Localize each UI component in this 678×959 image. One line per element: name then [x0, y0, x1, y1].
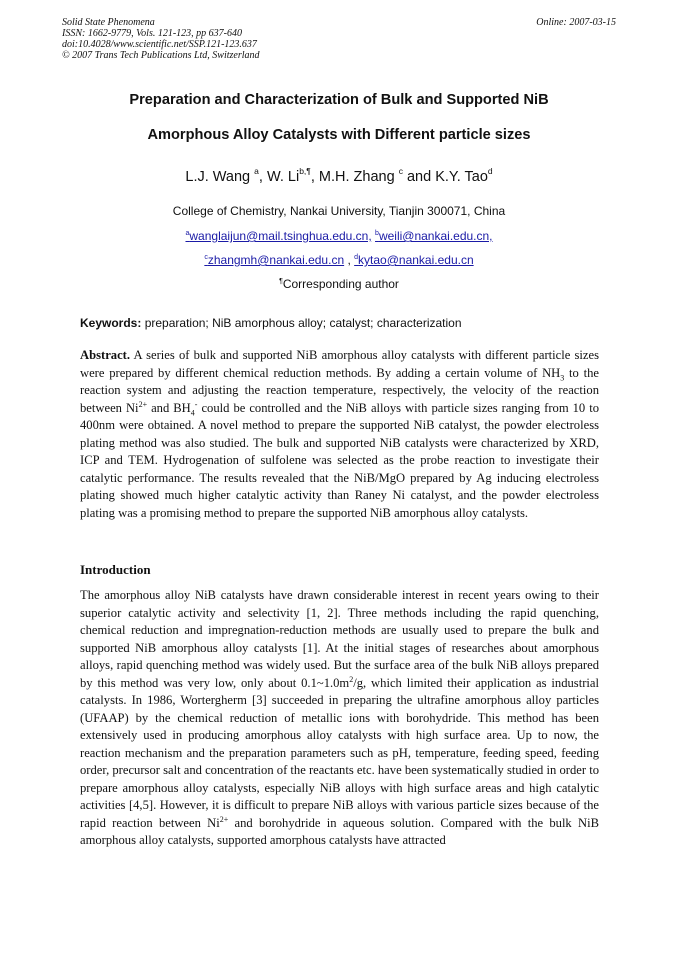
email-link[interactable]: $^d$kytao@nankai.edu.cn: [354, 253, 474, 267]
email-line-2: $^c$zhangmh@nankai.edu.cn , $^d$kytao@nankai.edu.cn: [204, 253, 474, 267]
affiliation: College of Chemistry, Nankai University, Tianjin 300071, China: [172, 204, 506, 218]
email-line-1: [62, 229, 616, 243]
email-link[interactable]: $^a$wanglaijun@mail.tsinghua.edu.cn,: [185, 229, 372, 243]
journal-header: [62, 17, 260, 61]
author-name: M.H. Zhang: [318, 169, 395, 185]
author-affil-mark: d: [487, 166, 493, 176]
author-name: K.Y. Tao: [435, 169, 488, 185]
paper-title-line-1: Preparation and Characterization of Bulk and Supported NiB: [129, 92, 549, 108]
issn-line: ISSN: 1662-9779, Vols. 121-123, pp 637-640: [62, 28, 242, 39]
online-date: Online: 2007-03-15: [536, 17, 616, 28]
author-name: L.J. Wang: [185, 169, 251, 185]
paper-title-line-2: Amorphous Alloy Catalysts with Different particle sizes: [147, 127, 531, 143]
journal-name: Solid State Phenomena: [62, 17, 155, 28]
author-affil-mark: c: [398, 166, 403, 176]
abstract: Abstract. A series of bulk and supported NiB amorphous alloy catalysts with different particle sizes were prepared by different chemical reduction methods. By adding a certain volume of $NH_3$ to the reaction system and adjusting the reaction temperature, respectively, the velocity of the reaction between $Ni^{2+}$ and $BH_4^-$ could be controlled and the NiB alloys with particle sizes ranging from 10 to 400nm were obtained. A novel method to prepare the supported NiB catalyst, the powder electroless plating method was also studied. The bulk and supported NiB catalysts were characterized by XRD, ICP and TEM. Hydrogenation of sulfolene was selected as the probe reaction to investigate their catalytic performance. The results revealed that the NiB/MgO prepared by Ag inducing electroless plating showed much higher catalytic activity than Raney Ni catalyst, and the powder electroless plating was a promising method to prepare the supported NiB amorphous alloy catalysts.: [80, 348, 600, 520]
section-heading-introduction: Introduction: [80, 562, 151, 577]
doi-line: doi:10.4028/www.scientific.net/SSP.121-123.637: [62, 39, 257, 50]
author-affil-mark: a: [254, 166, 259, 176]
abstract-label: Abstract.: [80, 348, 131, 362]
email-link[interactable]: $^c$zhangmh@nankai.edu.cn: [204, 253, 345, 267]
corresponding-author-note: ¶Corresponding author: [279, 277, 399, 291]
author-list: L.J. Wang $^a$, W. $Li^{b,\P}$, M.H. Zhang $^c$ and K.Y. Tao$^d$: [185, 166, 493, 185]
author-name: W. Li: [266, 169, 300, 185]
author-conjunction: and: [406, 169, 432, 185]
email-link[interactable]: $^b$weili@nankai.edu.cn,: [375, 229, 493, 243]
introduction-paragraph: The amorphous alloy NiB catalysts have drawn considerable interest in recent years owing to their superior catalytic activity and selectivity [1, 2]. Three methods including the rapid quenching, chemical reduction and impregnation-reduction methods are usually used to prepare the bulk and supported NiB amorphous alloy catalysts [1]. At the initial stages of researches about amorphous alloys, rapid quenching method was widely used. But the surface area of the bulk NiB alloys prepared by this method was very low, only about $0.1\sim 1.0m^2/g$, which limited their application as industrial catalysts. In 1986, Wortergherm [3] succeeded in preparing the ultrafine amorphous alloy particles (UFAAP) by the chemical reduction of metallic ions with borohydride. This method has been extensively used in producing amorphous alloy catalysts with high surface area. Up to now, the reaction mechanism and the preparation parameters such as pH, temperature, feeding speed, feeding order, precursor salt and concentration of the reactants etc. have been systematically studied in order to prepare amorphous alloy catalysts, especially NiB alloys with high surface areas and high catalytic activities [4,5]. However, it is difficult to prepare NiB alloys with various particle sizes because of the rapid reaction between $Ni^{2+}$ and borohydride in aqueous solution. Compared with the bulk NiB amorphous alloy catalysts, supported amorphous catalysts have attracted: [80, 588, 599, 847]
keywords-label: Keywords:: [80, 316, 142, 330]
keywords-text: preparation; NiB amorphous alloy; catalyst; characterization: [144, 316, 462, 330]
author-affil-mark: b,¶: [299, 166, 311, 176]
keywords: [80, 316, 620, 330]
copyright-line: © 2007 Trans Tech Publications Ltd, Switzerland: [62, 50, 260, 61]
